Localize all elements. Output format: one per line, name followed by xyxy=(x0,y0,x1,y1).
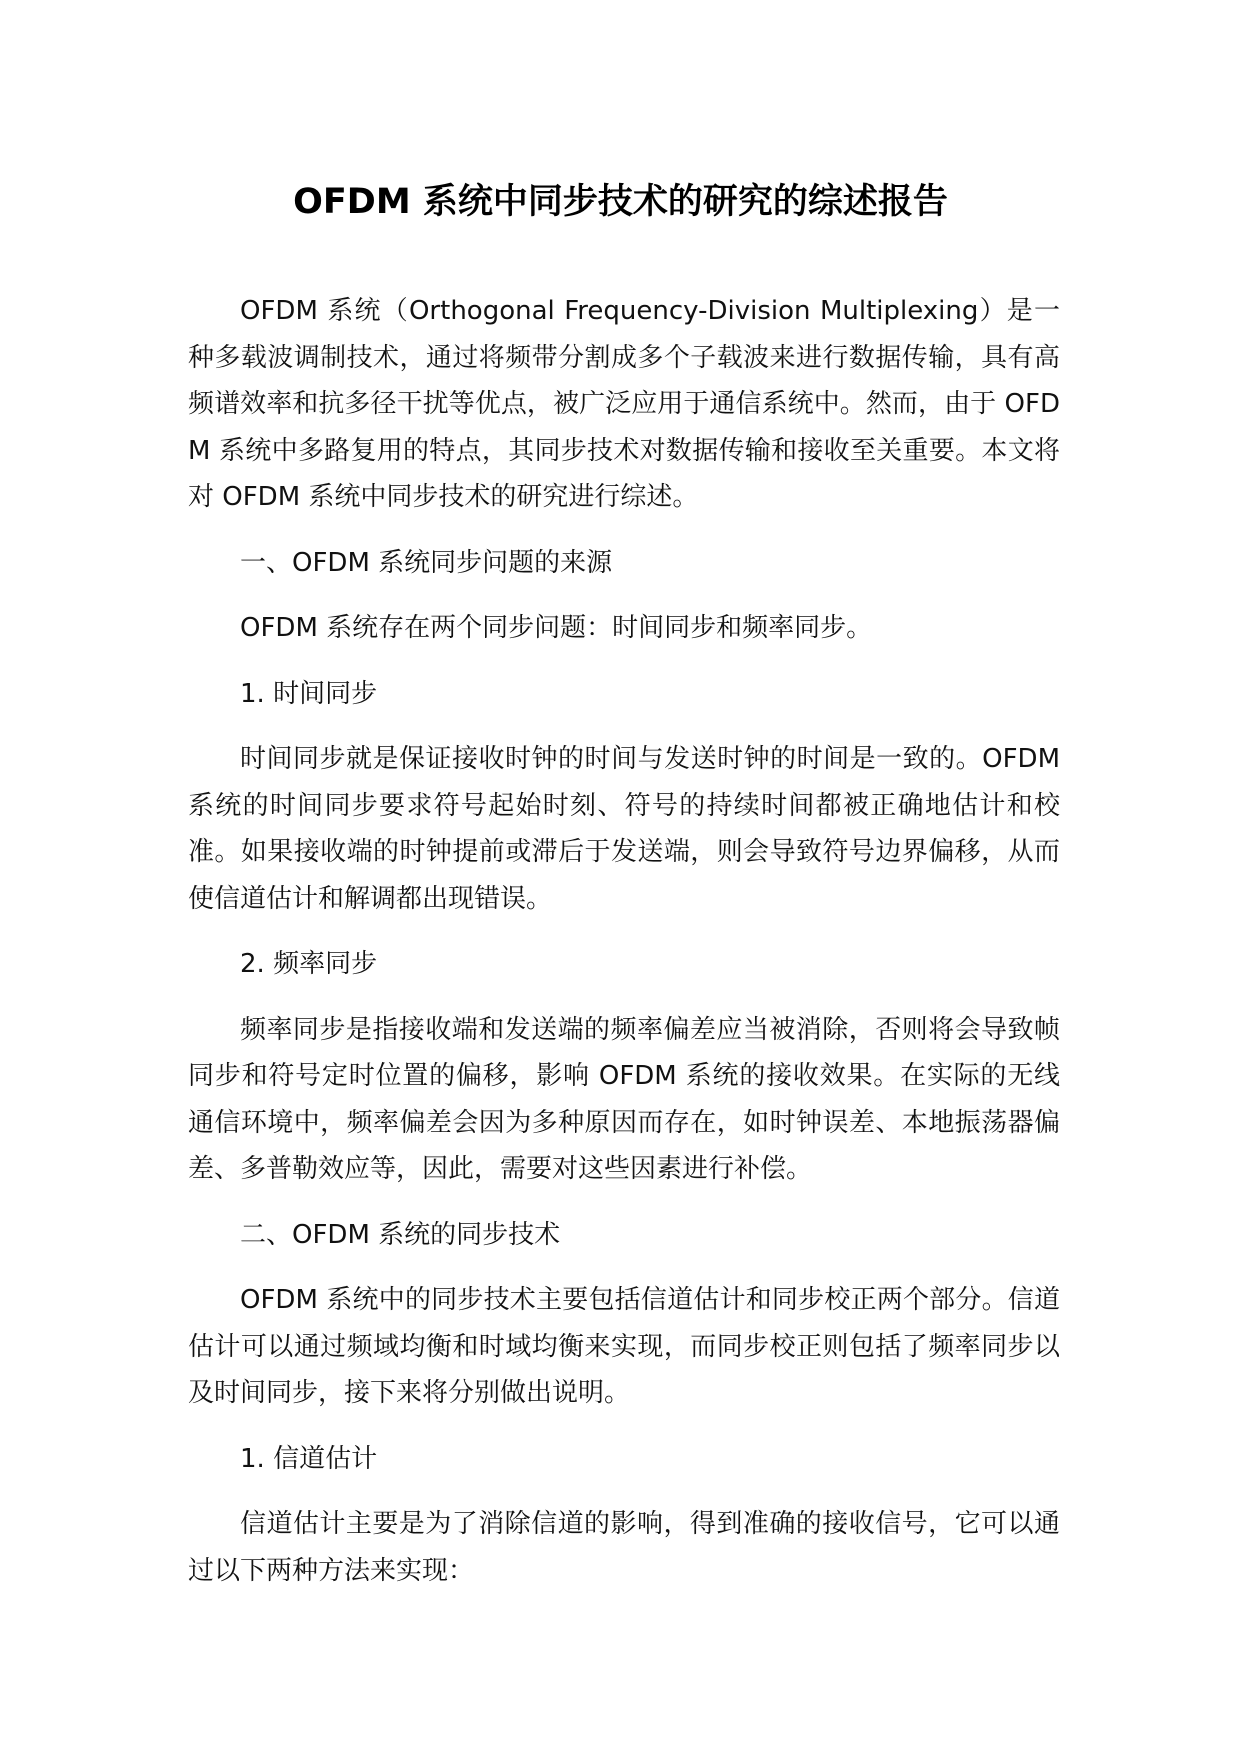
time-sync-paragraph: 时间同步就是保证接收时钟的时间与发送时钟的时间是一致的。OFDM 系统的时间同步要求符号起始时刻、符号的持续时间都被正确地估计和校准。如果接收端的时钟提前或滞后于发送端，则会导致符号边界偏移，从而使信道估计和解调都出现错误。 xyxy=(188,744,1060,914)
section-heading-sync-sources: 一、OFDM 系统同步问题的来源 xyxy=(240,547,613,578)
frequency-sync-paragraph: 频率同步是指接收端和发送端的频率偏差应当被消除，否则将会导致帧同步和符号定时位置的偏移，影响 OFDM 系统的接收效果。在实际的无线通信环境中，频率偏差会因为多种原因而存在，如时钟误差、本地振荡器偏差、多普勒效应等，因此，需要对这些因素进行补偿。 xyxy=(188,1014,1060,1184)
sync-problems-paragraph: OFDM 系统存在两个同步问题：时间同步和频率同步。 xyxy=(240,613,873,643)
sync-techniques-paragraph: OFDM 系统中的同步技术主要包括信道估计和同步校正两个部分。信道估计可以通过频域均衡和时域均衡来实现，而同步校正则包括了频率同步以及时间同步，接下来将分别做出说明。 xyxy=(188,1285,1060,1408)
subheading-channel-estimation: 1. 信道估计 xyxy=(240,1443,378,1474)
channel-estimation-paragraph: 信道估计主要是为了消除信道的影响，得到准确的接收信号，它可以通过以下两种方法来实现： xyxy=(188,1509,1060,1586)
document-body xyxy=(188,288,1060,1613)
subheading-frequency-sync: 2. 频率同步 xyxy=(240,949,378,979)
intro-paragraph: OFDM 系统（Orthogonal Frequency-Division Multiplexing）是一种多载波调制技术，通过将频带分割成多个子载波来进行数据传输，具有高频谱效率和抗多径干扰等优点，被广泛应用于通信系统中。然而，由于 OFDM 系统中多路复用的特点，其同步技术对数据传输和接收至关重要。本文将对 OFDM 系统中同步技术的研究进行综述。 xyxy=(188,296,1060,512)
section-heading-sync-techniques: 二、OFDM 系统的同步技术 xyxy=(240,1219,561,1250)
document-title: OFDM 系统中同步技术的研究的综述报告 xyxy=(293,182,948,222)
subheading-time-sync: 1. 时间同步 xyxy=(240,678,378,709)
